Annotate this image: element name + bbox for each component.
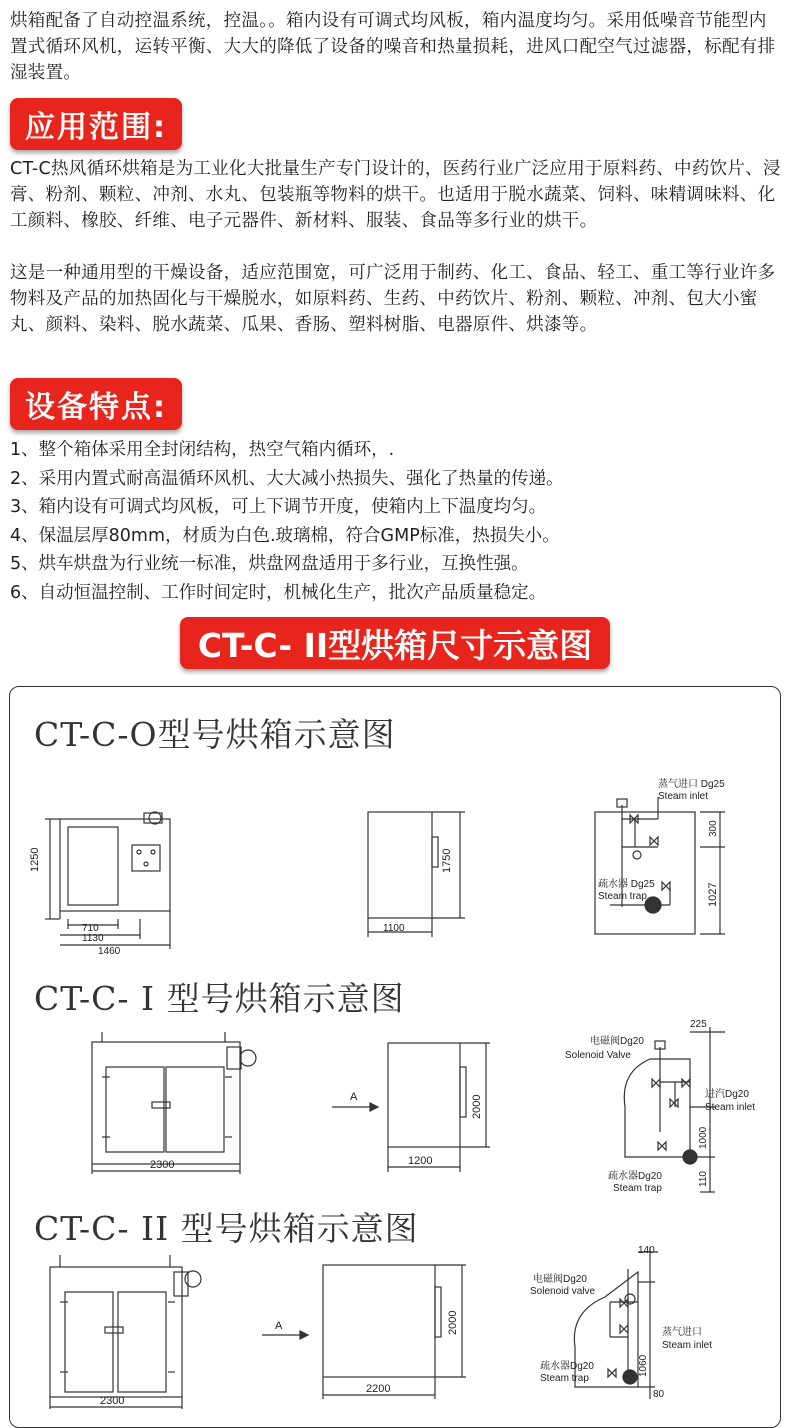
d0-side-view <box>368 812 465 937</box>
feature-item: 4、保温层厚80mm，材质为白色.玻璃棉，符合GMP标准，热损失小。 <box>10 525 560 546</box>
d1-inlet-en: Steam inlet <box>705 1102 756 1113</box>
application-heading: 应用范围: <box>10 98 182 150</box>
d2-side-width-label: 2200 <box>366 1383 391 1395</box>
feature-item: 1、整个箱体采用全封闭结构，热空气箱内循环，. <box>10 440 395 460</box>
d0-steam-inlet-cn: 蒸气进口 Dg25 <box>658 779 725 790</box>
d1-front-width-label: 2300 <box>150 1159 175 1171</box>
d0-side-width-label: 1100 <box>383 923 405 934</box>
d1-trap-en: Steam trap <box>613 1183 662 1194</box>
d0-trap-cn: 疏水器 Dg25 <box>598 879 655 890</box>
d0-front-view <box>45 812 170 949</box>
d2-trap-en: Steam trap <box>540 1373 589 1384</box>
d1-trap-cn: 疏水器Dg20 <box>608 1171 662 1182</box>
d2-dim-140: 140 <box>638 1245 655 1256</box>
diagram-2-title: CT-C- II 型号烘箱示意图 <box>34 1209 419 1248</box>
d0-trap-en: Steam trap <box>598 891 647 902</box>
d1-side-width-label: 1200 <box>408 1155 433 1167</box>
d0-steam-inlet-en: Steam inlet <box>658 791 709 802</box>
diagram-0-title: CT-C-O型号烘箱示意图 <box>34 715 396 754</box>
feature-item: 2、采用内置式耐高温循环风机、大大减小热损失、强化了热量的传递。 <box>10 468 564 489</box>
d1-dim-1000: 1000 <box>698 1126 709 1149</box>
d2-solenoid-cn: 电磁阀Dg20 <box>533 1274 587 1285</box>
diagram-1-title: CT-C- I 型号烘箱示意图 <box>34 979 405 1018</box>
d1-inlet-cn: 进汽Dg20 <box>705 1089 749 1100</box>
features-list <box>10 436 782 607</box>
d1-view-arrow <box>332 1103 378 1111</box>
d2-trap-cn: 疏水器Dg20 <box>540 1361 594 1372</box>
d2-inlet-en: Steam inlet <box>662 1340 713 1351</box>
diagram-section-title: CT-C- II型烘箱尺寸示意图 <box>180 617 610 669</box>
application-paragraph-2: 这是一种通用型的干燥设备，适应范围宽，可广泛用于制药、化工、食品、轻工、重工等行业许多物料及产品的加热固化与干燥脱水，如原料药、生药、中药饮片、粉剂、颗粒、冲剂、包大小蜜丸、颜料、染料、脱水蔬菜、瓜果、香肠、塑料树脂、电器原件、烘漆等。 <box>10 263 776 335</box>
d0-inner-width-label: 1130 <box>82 933 104 944</box>
application-paragraph-1: CT-C热风循环烘箱是为工业化大批量生产专门设计的，医药行业广泛应用于原料药、中药饮片、浸膏、粉剂、颗粒、冲剂、水丸、包装瓶等物料的烘干。也适用于脱水蔬菜、饲料、味精调味料、化工颜料、橡胶、纤维、电子元器件、新材料、服装、食品等多行业的烘干。 <box>10 159 781 231</box>
d0-dim-300: 300 <box>708 820 719 837</box>
d0-door-width-label: 710 <box>82 923 99 934</box>
d0-total-width-label: 1460 <box>98 946 121 957</box>
d2-arrow-label: A <box>275 1320 283 1332</box>
d1-arrow-label: A <box>350 1091 358 1103</box>
d1-solenoid-en: Solenoid Valve <box>565 1050 631 1061</box>
feature-item: 6、自动恒温控制、工作时间定时，机械化生产，批次产品质量稳定。 <box>10 582 547 603</box>
d2-dim-1060: 1060 <box>638 1354 649 1377</box>
d1-front-view <box>92 1032 256 1174</box>
d0-side-height-label: 1750 <box>441 848 453 873</box>
d1-side-height-label: 2000 <box>471 1094 483 1119</box>
feature-item: 5、烘车烘盘为行业统一标准，烘盘网盘适用于多行业，互换性强。 <box>10 554 529 574</box>
d1-solenoid-cn: 电磁阀Dg20 <box>590 1036 644 1047</box>
d0-dim-1027: 1027 <box>707 882 719 907</box>
diagram-drawings <box>10 687 780 1427</box>
d1-dim-225: 225 <box>690 1019 707 1030</box>
d2-dim-80: 80 <box>653 1389 665 1400</box>
d2-front-width-label: 2300 <box>100 1395 125 1407</box>
d0-piping-schematic <box>595 797 725 934</box>
d2-view-arrow <box>262 1331 308 1339</box>
d1-dim-110: 110 <box>698 1171 709 1187</box>
feature-item: 3、箱内设有可调式均风板，可上下调节开度，使箱内上下温度均匀。 <box>10 497 547 517</box>
d2-side-view <box>323 1265 466 1399</box>
d2-solenoid-en: Solenoid valve <box>530 1286 596 1297</box>
d2-front-view <box>50 1255 201 1409</box>
d0-front-height-label: 1250 <box>29 847 41 872</box>
d2-inlet-cn: 蒸气进口 <box>662 1327 702 1338</box>
diagram-panel <box>9 686 781 1428</box>
d2-side-height-label: 2000 <box>447 1310 459 1335</box>
features-heading: 设备特点: <box>10 378 182 430</box>
intro-paragraph: 烘箱配备了自动控温系统，控温。。箱内设有可调式均风板，箱内温度均匀。采用低噪音节能型内置式循环风机，运转平衡、大大的降低了设备的噪音和热量损耗，进风口配空气过滤器，标配有排湿装置。 <box>10 11 776 83</box>
